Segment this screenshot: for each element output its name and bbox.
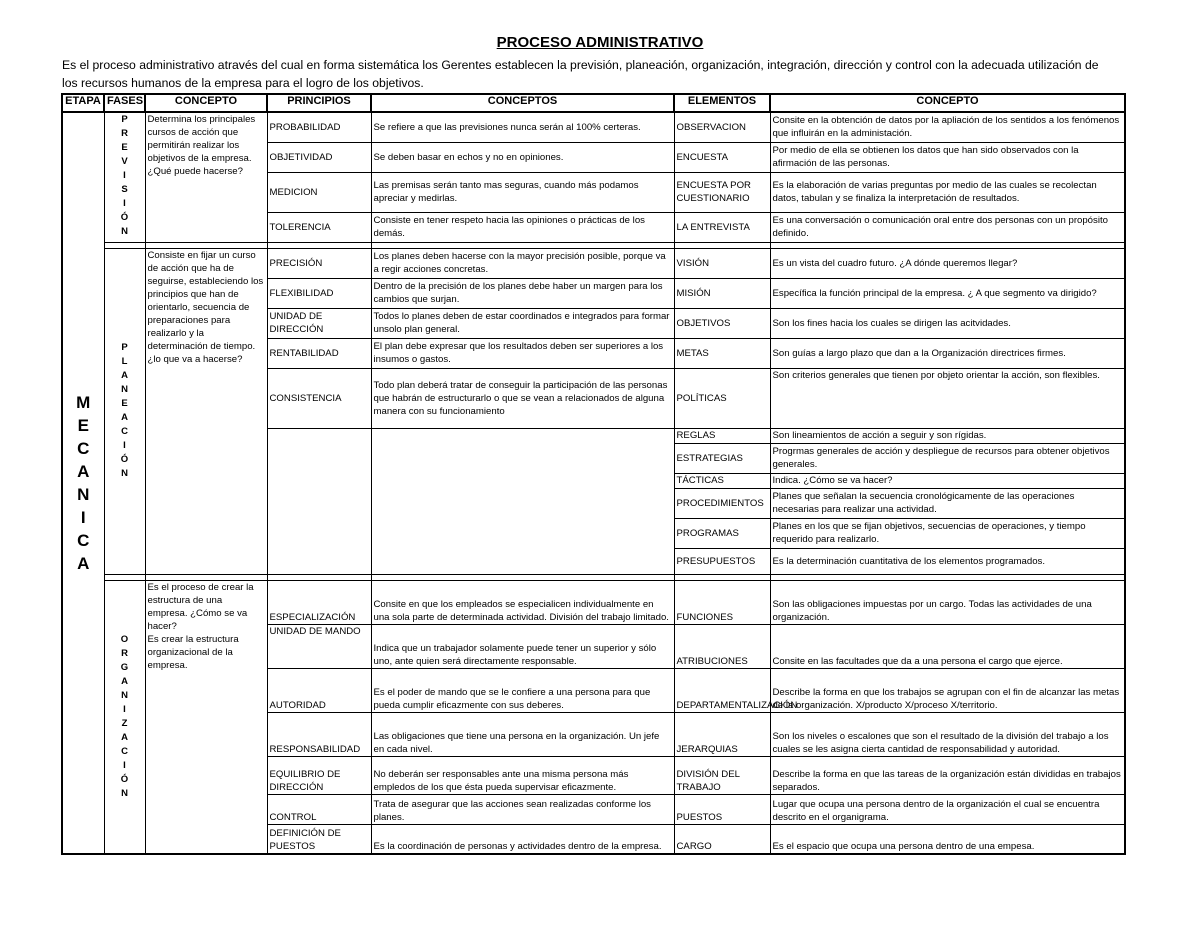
phase-letter: Ó [120, 454, 129, 465]
phase-organizacion [104, 580, 145, 854]
phase-letter: P [121, 114, 128, 125]
phase-letter: I [123, 440, 126, 451]
phase-letter: Z [121, 717, 128, 729]
principle-name: OBJETIVIDAD [267, 142, 371, 172]
principle-name: UNIDAD DE DIRECCIÓN [267, 308, 371, 338]
element-name: REGLAS [674, 428, 770, 443]
principle-concept: Se refiere a que las previsiones nunca serán al 100% certeras. [371, 112, 674, 142]
principle-concept: Es el poder de mando que se le confiere a una persona para que pueda cumplir eficazmente con sus deberes. [371, 668, 674, 712]
phase-letter: I [123, 170, 126, 181]
phase-letter: E [121, 142, 128, 153]
element-definition: Planes en los que se fijan objetivos, secuencias de operaciones, y tiempo requerido para realizarlo. [770, 518, 1125, 548]
header-conceptos: CONCEPTOS [371, 94, 674, 112]
etapa-letter: A [77, 462, 90, 481]
phase-letter: Ó [120, 212, 129, 223]
principle-concept: Las premisas serán tanto mas seguras, cuando más podamos apreciar y medirlas. [371, 172, 674, 212]
principle-name: PRECISIÓN [267, 248, 371, 278]
phase-concept: Consiste en fijar un curso de acción que ha de seguirse, estableciendo los principios que han de orientarlo, secuencia de preparaciones para realizarlo y la determinación de tiempo. ¿lo que va a hacerse? [145, 248, 267, 574]
element-name: FUNCIONES [674, 580, 770, 624]
phase-letter: I [123, 198, 126, 209]
element-name: ENCUESTA POR CUESTIONARIO [674, 172, 770, 212]
empty-concept [371, 428, 674, 574]
etapa-letter: C [77, 531, 90, 550]
phase-letter: S [121, 184, 128, 195]
header-elementos: ELEMENTOS [674, 94, 770, 112]
header-row [62, 94, 1125, 112]
principle-name: RESPONSABILIDAD [267, 712, 371, 756]
phase-letter: E [121, 398, 128, 409]
phase-concept: Es el proceso de crear la estructura de una empresa. ¿Cómo se va hacer? Es crear la estructura organizacional de la empresa. [145, 580, 267, 854]
element-name: LA ENTREVISTA [674, 212, 770, 242]
principle-name: DEFINICIÓN DE PUESTOS [267, 824, 371, 854]
principle-name: CONTROL [267, 794, 371, 824]
element-definition: Son los fines hacia los cuales se dirigen las acitvidades. [770, 308, 1125, 338]
phase-letter: A [121, 731, 128, 743]
element-definition: Consite en las facultades que da a una persona el cargo que ejerce. [770, 624, 1125, 668]
element-definition: Es una conversación o comunicación oral entre dos personas con un propósito definido. [770, 212, 1125, 242]
element-definition: Consite en la obtención de datos por la apliación de los sentidos a los fenómenos que influirán en la administación. [770, 112, 1125, 142]
element-name: JERARQUIAS [674, 712, 770, 756]
principle-concept: Indica que un trabajador solamente puede tener un superior y sólo uno, ante quien será directamente responsable. [371, 624, 674, 668]
principle-name: MEDICION [267, 172, 371, 212]
element-name: CARGO [674, 824, 770, 854]
element-name: PROGRAMAS [674, 518, 770, 548]
table-body [62, 112, 1125, 854]
principle-concept: Dentro de la precisión de los planes debe haber un margen para los cambios que surjan. [371, 278, 674, 308]
header-concepto-2: CONCEPTO [770, 94, 1125, 112]
principle-concept: No deberán ser responsables ante una misma persona más empledos de los que ésta pueda supervisar eficazmente. [371, 756, 674, 794]
element-definition: Son lineamientos de acción a seguir y son rígidas. [770, 428, 1125, 443]
phase-letter: V [121, 156, 128, 167]
element-definition: Planes que señalan la secuencia cronológicamente de las operaciones necesarias para realizar una actividad. [770, 488, 1125, 518]
principle-name: TOLERENCIA [267, 212, 371, 242]
element-name: ENCUESTA [674, 142, 770, 172]
principle-name: CONSISTENCIA [267, 368, 371, 428]
phase-letter: N [121, 787, 128, 799]
element-name: OBSERVACION [674, 112, 770, 142]
element-name: ATRIBUCIONES [674, 624, 770, 668]
element-name: PROCEDIMIENTOS [674, 488, 770, 518]
phase-letter: R [121, 128, 128, 139]
header-fases: FASES [104, 94, 145, 112]
element-definition: Progrmas generales de acción y despliegue de recursos para obtener objetivos generales. [770, 443, 1125, 473]
phase-planeacion [104, 248, 145, 574]
element-definition: Es la elaboración de varias preguntas por medio de las cuales se recolectan datos, tabulan y se finaliza la interpretación de resultados. [770, 172, 1125, 212]
phase-letter: O [120, 633, 129, 645]
element-definition: Son los niveles o escalones que son el resultado de la división del trabajo a los cuales se les asigna cierta cantidad de responsabilidad y autoridad. [770, 712, 1125, 756]
element-name: POLÍTICAS [674, 368, 770, 428]
principle-concept: Los planes deben hacerse con la mayor precisión posible, porque va a regir acciones concretas. [371, 248, 674, 278]
header-concepto: CONCEPTO [145, 94, 267, 112]
element-name: DEPARTAMENTALIZACIÓN [674, 668, 770, 712]
element-name: PUESTOS [674, 794, 770, 824]
process-table [61, 93, 1126, 855]
principle-concept: El plan debe expresar que los resultados deben ser superiores a los insumos o gastos. [371, 338, 674, 368]
header-principios: PRINCIPIOS [267, 94, 371, 112]
element-definition: Específica la función principal de la empresa. ¿ A que segmento va dirigido? [770, 278, 1125, 308]
principle-name: RENTABILIDAD [267, 338, 371, 368]
element-name: VISIÓN [674, 248, 770, 278]
phase-letter: Ó [120, 773, 129, 785]
principle-name: UNIDAD DE MANDO [267, 624, 371, 668]
table-row [62, 248, 1125, 278]
phase-letter: N [121, 468, 128, 479]
phase-letter: I [123, 759, 126, 771]
element-name: OBJETIVOS [674, 308, 770, 338]
phase-letter: A [121, 412, 128, 423]
etapa-letter: I [80, 508, 86, 527]
table-row [62, 580, 1125, 624]
element-definition: Por medio de ella se obtienen los datos que han sido observados con la afirmación de las personas. [770, 142, 1125, 172]
etapa-letter: M [76, 393, 91, 412]
principle-concept: Todos lo planes deben de estar coordinados e integrados para formar unsolo plan general. [371, 308, 674, 338]
element-definition: Es un vista del cuadro futuro. ¿A dónde queremos llegar? [770, 248, 1125, 278]
etapa-mecanica [62, 112, 104, 854]
element-name: MISIÓN [674, 278, 770, 308]
etapa-letter: E [77, 416, 89, 435]
principle-concept: Trata de asegurar que las acciones sean realizadas conforme los planes. [371, 794, 674, 824]
principle-concept: Consiste en tener respeto hacia las opiniones o prácticas de los demás. [371, 212, 674, 242]
element-name: METAS [674, 338, 770, 368]
element-definition: Es el espacio que ocupa una persona dentro de una empesa. [770, 824, 1125, 854]
element-name: TÁCTICAS [674, 473, 770, 488]
table-row [62, 112, 1125, 142]
element-definition: Son criterios generales que tienen por objeto orientar la acción, son flexibles. [770, 368, 1125, 428]
etapa-letter: N [77, 485, 90, 504]
principle-name: PROBABILIDAD [267, 112, 371, 142]
header-etapa: ETAPA [62, 94, 104, 112]
phase-letter: I [123, 703, 126, 715]
phase-letter: A [121, 370, 128, 381]
etapa-letter: C [77, 439, 90, 458]
phase-letter: P [121, 342, 128, 353]
phase-concept: Determina los principales cursos de acción que permitirán realizar los objetivos de la empresa. ¿Qué puede hacerse? [145, 112, 267, 242]
empty-principle [267, 428, 371, 574]
phase-letter: G [120, 661, 129, 673]
principle-concept: Todo plan deberá tratar de conseguir la participación de las personas que habrán de estructurarlo o que se vean a relacionados de alguna manera con su funcionamiento [371, 368, 674, 428]
document-title: PROCESO ADMINISTRATIVO [496, 34, 704, 51]
phase-letter: N [121, 689, 128, 701]
phase-letter: N [121, 384, 128, 395]
phase-letter: L [121, 356, 128, 367]
phase-letter: C [121, 426, 128, 437]
element-name: PRESUPUESTOS [674, 548, 770, 574]
element-definition: Indica. ¿Cómo se va hacer? [770, 473, 1125, 488]
phase-letter: N [121, 226, 128, 237]
element-definition: Son las obligaciones impuestas por un cargo. Todas las actividades de una organización. [770, 580, 1125, 624]
element-definition: Es la determinación cuantitativa de los elementos programados. [770, 548, 1125, 574]
etapa-letter: A [77, 554, 90, 573]
principle-concept: Se deben basar en echos y no en opiniones. [371, 142, 674, 172]
element-definition: Son guías a largo plazo que dan a la Organización directrices firmes. [770, 338, 1125, 368]
principle-concept: Consite en que los empleados se especialicen individualmente en una sola parte de determinada actividad. División del trabajo limitado. [371, 580, 674, 624]
phase-letter: C [121, 745, 128, 757]
phase-letter: R [121, 647, 128, 659]
element-definition: Describe la forma en que los trabajos se agrupan con el fin de alcanzar las metas de la organización. X/producto X/proceso X/territorio. [770, 668, 1125, 712]
element-definition: Describe la forma en que las tareas de la organización están divididas en trabajos separados. [770, 756, 1125, 794]
principle-name: ESPECIALIZACIÓN [267, 580, 371, 624]
principle-name: AUTORIDAD [267, 668, 371, 712]
phase-prevision [104, 112, 145, 242]
principle-concept: Las obligaciones que tiene una persona en la organización. Un jefe en cada nivel. [371, 712, 674, 756]
phase-letter: A [121, 675, 128, 687]
element-definition: Lugar que ocupa una persona dentro de la organización el cual se encuentra descrito en el organigrama. [770, 794, 1125, 824]
intro-paragraph: Es el proceso administrativo através del cual en forma sistemática los Gerentes establecen la previsión, planeación, organización, integración, dirección y control con la adecuada utilización de los recursos humanos de la empresa para el logro de los objetivos. [62, 58, 1099, 90]
principle-name: EQUILIBRIO DE DIRECCIÓN [267, 756, 371, 794]
principle-concept: Es la coordinación de personas y actividades dentro de la empresa. [371, 824, 674, 854]
element-name: ESTRATEGIAS [674, 443, 770, 473]
principle-name: FLEXIBILIDAD [267, 278, 371, 308]
element-name: DIVISIÓN DEL TRABAJO [674, 756, 770, 794]
